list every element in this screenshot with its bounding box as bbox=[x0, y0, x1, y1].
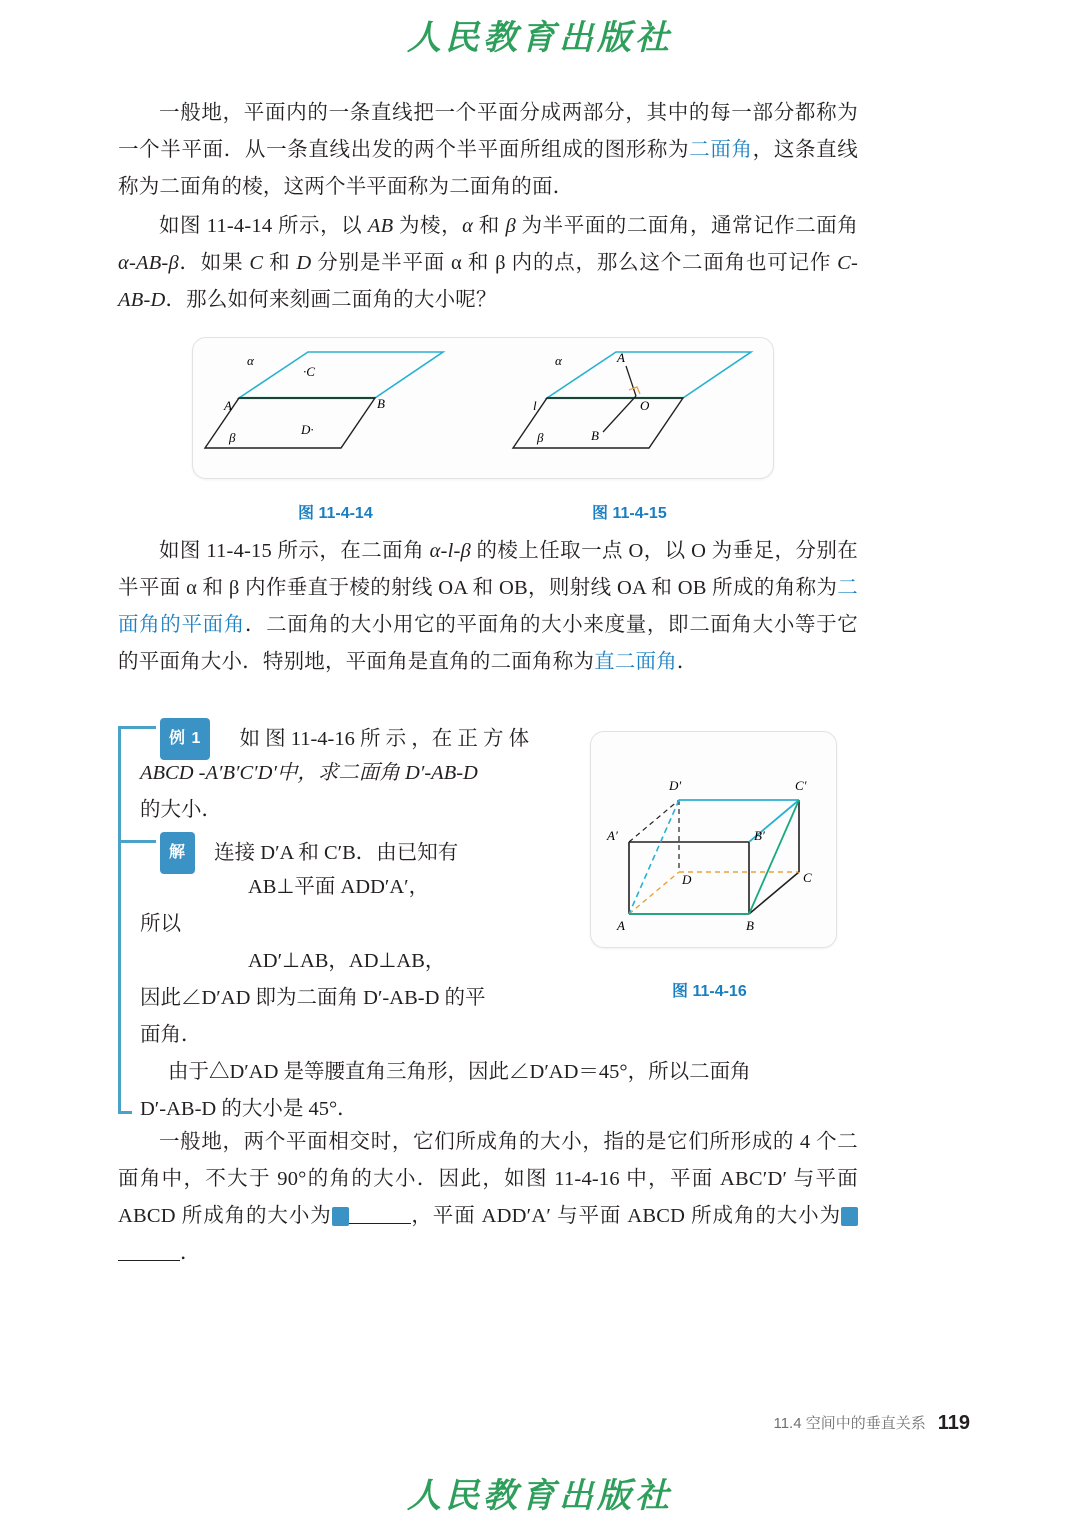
figure-caption-11-4-14: 图 11-4-14 bbox=[298, 505, 373, 522]
example-tick-top bbox=[118, 726, 156, 729]
blank-field-2[interactable] bbox=[118, 1242, 180, 1261]
p2-b: 为棱， bbox=[393, 215, 463, 237]
example-tick-solution bbox=[118, 840, 156, 843]
label-A-15: A bbox=[617, 350, 625, 365]
example-left-rule bbox=[118, 726, 121, 1114]
label-B-15: B bbox=[591, 428, 599, 443]
example-line-1: 如 图 11-4-16 所 示 ，在 正 方 体 bbox=[239, 728, 530, 750]
label-beta-15: β bbox=[537, 430, 544, 445]
p2-d: 为半平面的二面角，通常记作二面角 bbox=[515, 215, 859, 237]
example-line-2: ABCD -A′B′C′D′中，求二面角 D′-AB-D bbox=[140, 762, 478, 784]
publisher-logo-top: 人民教育出版社 bbox=[407, 18, 673, 58]
p2-g: 分别是半平面 α 和 β 内的点，那么这个二面角也可记作 bbox=[311, 252, 838, 274]
p5-end: ． bbox=[180, 1242, 201, 1264]
term-right-dihedral-angle: 直二面角 bbox=[594, 651, 677, 673]
paragraph-5 bbox=[118, 1124, 890, 1272]
solution-line-5: 由于△D′AD 是等腰直角三角形，因此∠D′AD＝45°，所以二面角 bbox=[168, 1061, 751, 1083]
body-text bbox=[118, 95, 858, 321]
p5-text: 一般地，两个平面相交时，它们所成角的大小，指的是它们所形成的 4 个二面角中，不大于 90°的角的大小．因此，如图 11-4-16 中，平面 ABC′D′ 与平面 ABCD 所成角的大小为 bbox=[118, 1131, 858, 1227]
equation-2: AD′⊥AB，AD⊥AB， bbox=[248, 950, 446, 972]
p2-C: C bbox=[249, 252, 264, 274]
solution-line-1: 连接 D′A 和 C′B．由已知有 bbox=[214, 842, 459, 864]
example-line-3-wrap bbox=[140, 792, 580, 829]
figure-cube-svg bbox=[591, 732, 836, 947]
label-B-14: B bbox=[377, 396, 385, 411]
example-line-3: 的大小． bbox=[140, 799, 222, 821]
publisher-logo-bottom: 人民教育出版社 bbox=[407, 1476, 673, 1516]
equation-1: AB⊥平面 ADD′A′， bbox=[248, 876, 430, 898]
label-D-14: D· bbox=[301, 422, 314, 437]
blank-field-1[interactable] bbox=[349, 1205, 411, 1224]
example-tag: 例 1 bbox=[160, 718, 210, 760]
solution-line-3: 因此∠D′AD 即为二面角 D′-AB-D 的平 bbox=[140, 987, 486, 1009]
p3-name: α-l-β bbox=[429, 540, 471, 562]
p3-c: ．二面角的大小用它的平面角的大小来度量，即二面角大小等于它的平面角大小．特别地，平面角是直角的二面角称为 bbox=[118, 614, 858, 673]
example-header bbox=[160, 718, 580, 760]
label-B: B bbox=[746, 918, 754, 933]
p2-c: 和 bbox=[473, 215, 506, 237]
p2-h: ．那么如何来刻画二面角的大小呢？ bbox=[165, 289, 497, 311]
body-text-2 bbox=[118, 533, 858, 683]
label-alpha-14: α bbox=[247, 353, 254, 368]
term-plane-angle: 二面角的平面角 bbox=[118, 577, 858, 636]
p2-f: 和 bbox=[263, 252, 297, 274]
solution-tag: 解 bbox=[160, 832, 195, 874]
p2-name2: C-AB-D bbox=[118, 252, 858, 311]
paragraph-1-tail: ，这条直线称为二面角的棱，这两个半平面称为二面角的面． bbox=[118, 139, 858, 198]
label-A-14: A bbox=[224, 398, 232, 413]
p2-D: D bbox=[296, 252, 312, 274]
p2-a: 如图 11-4-14 所示，以 bbox=[159, 215, 368, 237]
label-l-15: l bbox=[533, 398, 537, 413]
page-number: 119 bbox=[937, 1412, 970, 1434]
solution-line-6: D′-AB-D 的大小是 45°． bbox=[140, 1098, 358, 1120]
label-C: C bbox=[803, 870, 812, 885]
label-C-14: ·C bbox=[303, 364, 315, 379]
solution-header bbox=[160, 832, 580, 874]
p2-e: ．如果 bbox=[178, 252, 250, 274]
footer-section: 11.4 空间中的垂直关系 bbox=[773, 1415, 926, 1432]
figure-caption-11-4-16: 图 11-4-16 bbox=[672, 983, 747, 1000]
label-A: A bbox=[617, 918, 625, 933]
paragraph-2 bbox=[118, 208, 858, 319]
p5-mid: ，平面 ADD′A′ 与平面 ABCD 所成角的大小为 bbox=[410, 1205, 841, 1227]
label-alpha-15: α bbox=[555, 353, 562, 368]
label-Cprime: C′ bbox=[795, 778, 807, 793]
p3-a: 如图 11-4-15 所示，在二面角 bbox=[159, 540, 430, 562]
solution-line-2: 所以 bbox=[140, 913, 181, 935]
solution-line-4: 面角． bbox=[140, 1024, 202, 1046]
label-O-15: O bbox=[640, 398, 650, 413]
p2-ab: AB bbox=[367, 215, 394, 237]
label-Aprime: A′ bbox=[607, 828, 618, 843]
p2-beta: β bbox=[505, 215, 516, 237]
label-Bprime: B′ bbox=[754, 828, 765, 843]
paragraph-1 bbox=[118, 95, 858, 206]
example-tick-bottom bbox=[118, 1111, 132, 1114]
p3-b: 的棱上任取一点 O，以 O 为垂足，分别在半平面 α 和 β 内作垂直于棱的射线 OA 和 OB，则射线 OA 和 OB 所成的角称为 bbox=[118, 540, 858, 599]
figure-cube bbox=[590, 731, 837, 948]
label-beta-14: β bbox=[229, 430, 236, 445]
paragraph-3 bbox=[118, 533, 858, 681]
example-line-2-wrap bbox=[140, 755, 580, 792]
figure-dihedral-angles bbox=[192, 337, 774, 479]
label-Dprime: D′ bbox=[669, 778, 682, 793]
blank-marker-1[interactable]: 1 bbox=[332, 1207, 349, 1226]
term-dihedral-angle: 二面角 bbox=[689, 139, 753, 161]
page-footer bbox=[773, 1412, 970, 1435]
p2-alpha: α bbox=[462, 215, 474, 237]
blank-marker-2[interactable]: 2 bbox=[841, 1207, 858, 1226]
paragraph-1-text: 一般地，平面内的一条直线把一个平面分成两部分，其中的每一部分都称为一个半平面．从一条直线出发的两个半平面所组成的图形称为 bbox=[118, 102, 858, 161]
p3-d: ． bbox=[676, 651, 698, 673]
figure-dihedral-svg bbox=[193, 338, 773, 478]
body-text-3 bbox=[118, 1124, 890, 1274]
label-D: D bbox=[682, 872, 692, 887]
figure-caption-11-4-15: 图 11-4-15 bbox=[592, 505, 667, 522]
p2-name1: α-AB-β bbox=[118, 252, 179, 274]
